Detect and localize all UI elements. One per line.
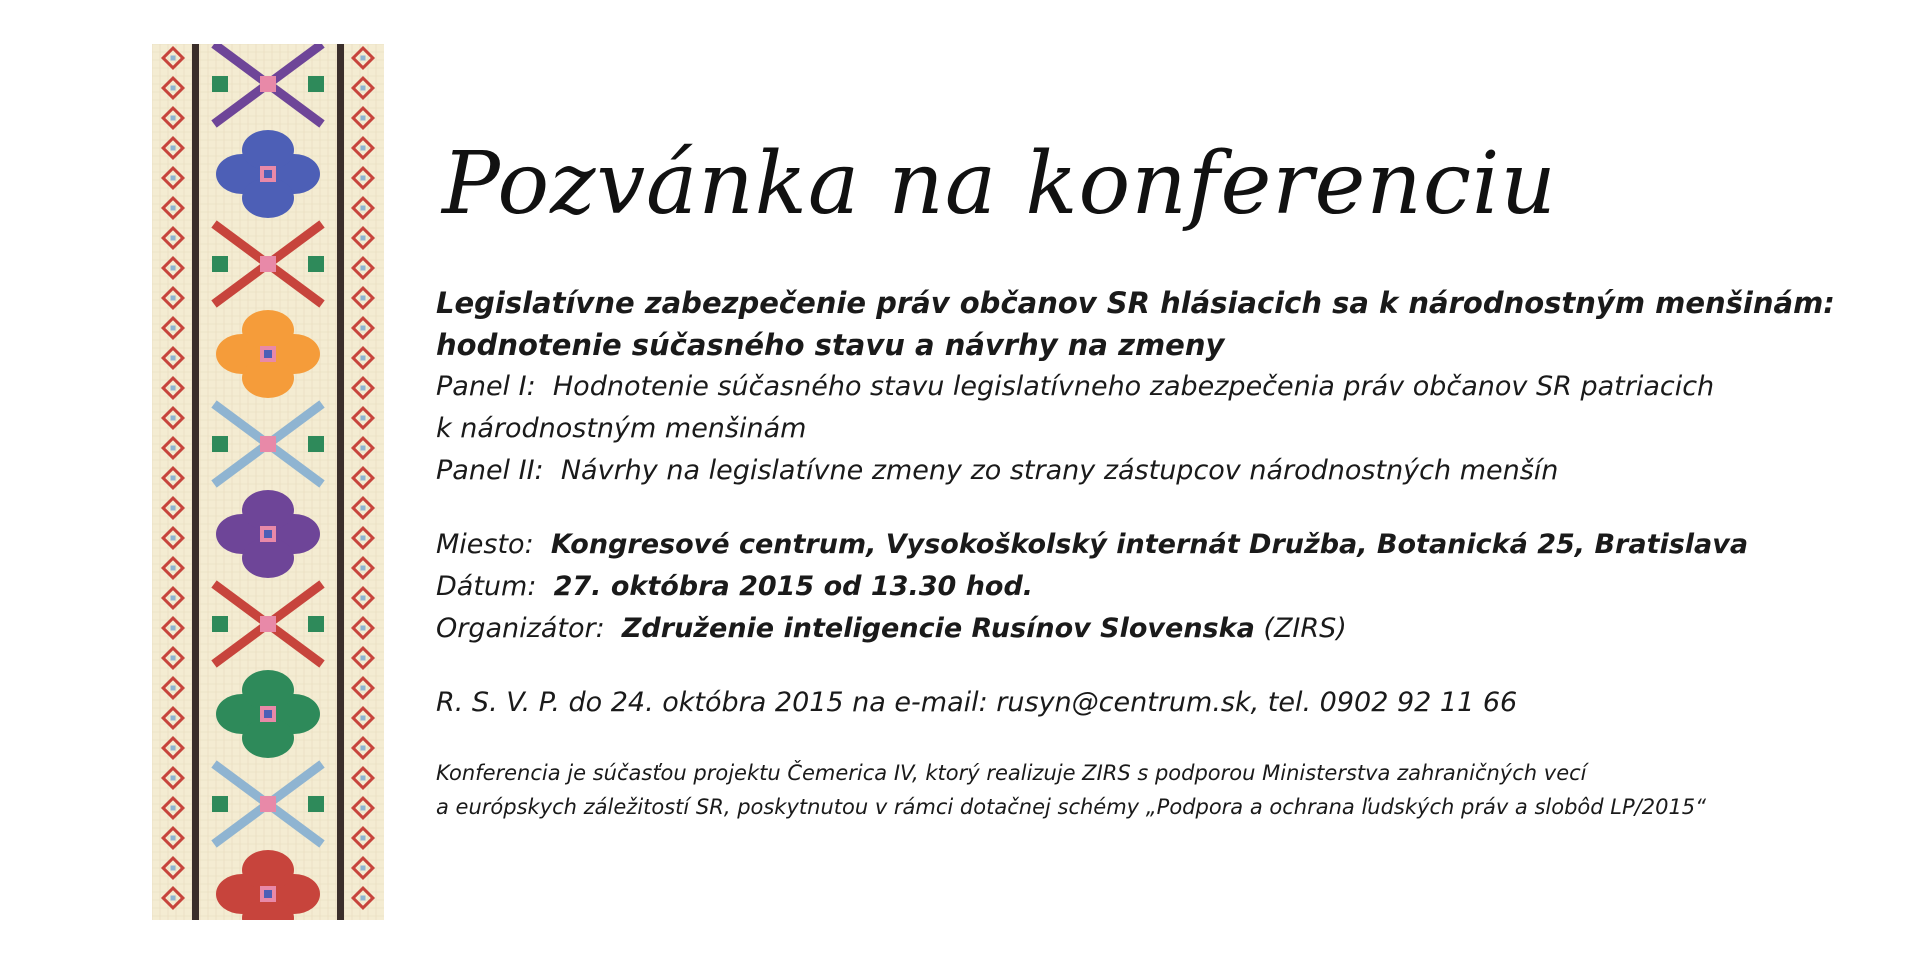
panel-2-text: Návrhy na legislatívne zmeny zo strany zástupcov národnostných menšín [560,455,1559,486]
venue [436,524,1836,566]
rsvp: R. S. V. P. do 24. októbra 2015 na e-mail: rusyn@centrum.sk, tel. 0902 92 11 66 [436,687,1518,718]
organizer-abbr: (ZIRS) [1263,613,1347,644]
conference-topic-line2: hodnotenie súčasného stavu a návrhy na zmeny [436,328,1225,362]
panel-1-label: Panel I: [436,371,536,402]
embroidery-border [152,44,384,920]
venue-value: Kongresové centrum, Vysokoškolský internát Družba, Botanická 25, Bratislava [550,529,1749,560]
page-title: Pozvánka na konferenciu [442,134,1557,234]
panel-1-text: Hodnotenie súčasného stavu legislatívneho zabezpečenia práv občanov SR patriacich [552,371,1715,402]
date-value: 27. októbra 2015 od 13.30 hod. [553,571,1034,602]
date-label: Dátum: [436,571,537,602]
invitation-body [436,282,1836,824]
date [436,566,1836,608]
conference-topic-line1: Legislatívne zabezpečenie práv občanov SR hlásiacich sa k národnostným menšinám: [436,286,1835,320]
panel-1 [436,366,1836,408]
venue-label: Miesto: [436,529,534,560]
footnote-line1: Konferencia je súčasťou projektu Čemerica IV, ktorý realizuje ZIRS s podporou Ministerstva zahraničných vecí [436,761,1587,785]
panel-1-continued: k národnostným menšinám [436,413,807,444]
panel-2-label: Panel II: [436,455,544,486]
organizer-value: Združenie inteligencie Rusínov Slovenska [621,613,1255,644]
organizer [436,608,1836,650]
panel-2 [436,450,1836,492]
footnote-line2: a európskych záležitostí SR, poskytnutou v rámci dotačnej schémy „Podpora a ochrana ľudských práv a slobôd LP/2015“ [436,795,1707,819]
organizer-label: Organizátor: [436,613,605,644]
